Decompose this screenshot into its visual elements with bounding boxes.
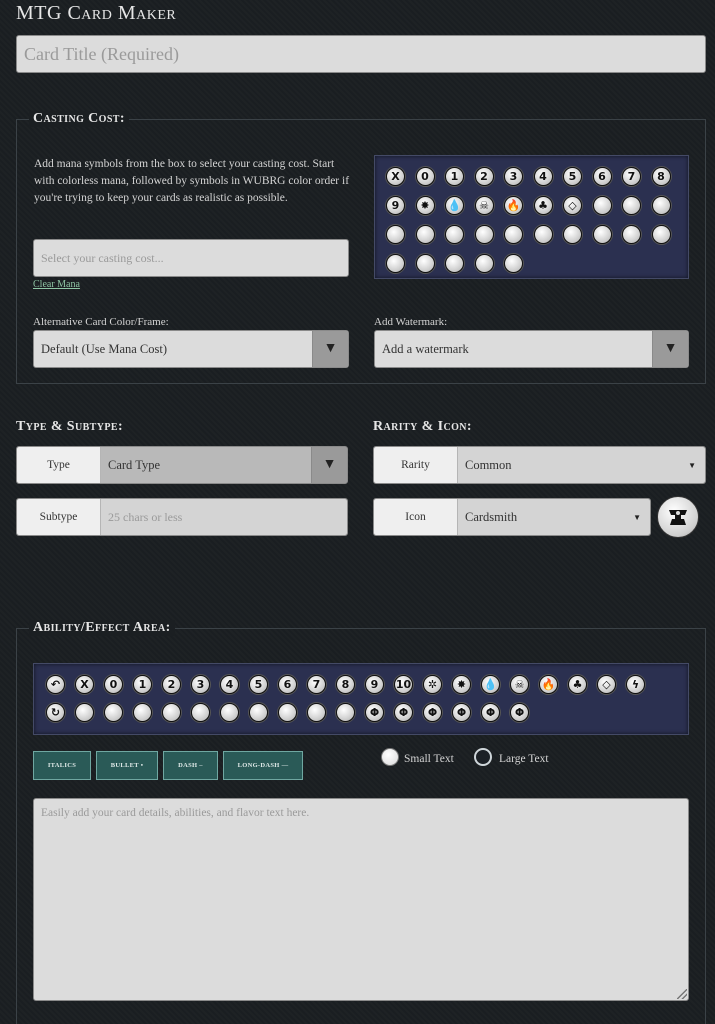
casting-cost-help: Add mana symbols from the box to select your casting cost. Start with colorless mana, followed by symbols in WUBRG color order if you're trying to keep your cards as realistic as possible. (34, 158, 350, 204)
cost-mana-symbol[interactable]: ☠ (475, 196, 494, 215)
large-text-label: Large Text (499, 753, 549, 765)
ability-mana-symbol[interactable]: Φ (481, 703, 500, 722)
ability-mana-symbol[interactable]: 💧 (481, 675, 500, 694)
ability-mana-palette (33, 663, 689, 735)
cost-mana-symbol[interactable] (416, 225, 435, 244)
ability-mana-symbol[interactable] (220, 703, 239, 722)
ability-mana-symbol[interactable]: ϟ (626, 675, 645, 694)
ability-mana-symbol[interactable]: ☠ (510, 675, 529, 694)
watermark-label: Add Watermark: (374, 316, 448, 328)
dash-button[interactable]: DASH – (163, 751, 218, 780)
alt-frame-label: Alternative Card Color/Frame: (33, 316, 169, 328)
cost-mana-symbol[interactable] (475, 254, 494, 273)
ability-mana-symbol[interactable]: 4 (220, 675, 239, 694)
ability-mana-symbol[interactable]: 2 (162, 675, 181, 694)
casting-cost-section (16, 111, 706, 384)
cost-mana-symbol[interactable]: 3 (504, 167, 523, 186)
ability-mana-symbol[interactable] (307, 703, 326, 722)
type-select[interactable] (16, 446, 348, 484)
cost-mana-symbol[interactable] (652, 225, 671, 244)
cost-mana-symbol[interactable] (534, 225, 553, 244)
small-text-label: Small Text (404, 753, 454, 765)
type-label: Type (17, 447, 101, 483)
cost-mana-symbol[interactable] (563, 225, 582, 244)
chevron-down-icon: ▼ (311, 447, 347, 483)
subtype-field (101, 499, 347, 535)
icon-label: Icon (374, 499, 458, 535)
subtype-input[interactable] (108, 499, 347, 535)
ability-mana-symbol[interactable]: X (75, 675, 94, 694)
watermark-select[interactable] (374, 330, 689, 368)
ability-mana-symbol[interactable]: Φ (510, 703, 529, 722)
ability-mana-symbol[interactable] (75, 703, 94, 722)
ability-mana-symbol[interactable]: 5 (249, 675, 268, 694)
ability-mana-symbol[interactable]: 10 (394, 675, 413, 694)
cost-mana-symbol[interactable] (593, 225, 612, 244)
rarity-value: Common (465, 457, 512, 472)
ability-mana-symbol[interactable]: 0 (104, 675, 123, 694)
cost-mana-symbol[interactable] (504, 225, 523, 244)
cost-mana-symbol[interactable]: 🔥 (504, 196, 523, 215)
ability-mana-symbol[interactable] (162, 703, 181, 722)
ability-legend: Ability/Effect Area: (29, 620, 175, 636)
small-text-radio[interactable] (381, 748, 399, 766)
ability-mana-symbol[interactable]: 6 (278, 675, 297, 694)
ability-mana-symbol[interactable]: 7 (307, 675, 326, 694)
casting-cost-legend: Casting Cost: (29, 111, 129, 127)
ability-mana-symbol[interactable] (191, 703, 210, 722)
cost-mana-symbol[interactable]: 6 (593, 167, 612, 186)
large-text-radio[interactable] (474, 748, 492, 766)
rarity-select[interactable] (373, 446, 706, 484)
long-dash-button[interactable]: LONG-DASH — (223, 751, 303, 780)
type-value: Card Type (108, 457, 161, 472)
anvil-icon (665, 504, 691, 530)
cost-mana-symbol[interactable] (386, 225, 405, 244)
rarity-heading: Rarity & Icon: (373, 419, 472, 434)
ability-mana-symbol[interactable]: ✸ (452, 675, 471, 694)
ability-mana-symbol[interactable]: ✲ (423, 675, 442, 694)
cost-mana-symbol[interactable] (652, 196, 671, 215)
alt-frame-value: Default (Use Mana Cost) (41, 341, 168, 356)
cost-mana-symbol[interactable] (504, 254, 523, 273)
chevron-down-icon: ▼ (652, 331, 688, 367)
cost-mana-symbol[interactable] (445, 225, 464, 244)
ability-mana-symbol[interactable]: Φ (394, 703, 413, 722)
cost-mana-symbol[interactable]: 8 (652, 167, 671, 186)
ability-mana-symbol[interactable]: ◇ (597, 675, 616, 694)
casting-cost-input[interactable] (33, 239, 349, 277)
cost-mana-symbol[interactable]: 0 (416, 167, 435, 186)
ability-mana-symbol[interactable] (133, 703, 152, 722)
cost-mana-symbol[interactable] (622, 225, 641, 244)
bullet-button[interactable]: BULLET • (96, 751, 158, 780)
ability-mana-symbol[interactable]: 8 (336, 675, 355, 694)
page-title: MTG Card Maker (16, 2, 177, 24)
cost-mana-symbol[interactable]: 1 (445, 167, 464, 186)
cost-mana-symbol[interactable] (622, 196, 641, 215)
rarity-field[interactable] (458, 447, 705, 483)
cost-mana-symbol[interactable]: 9 (386, 196, 405, 215)
ability-mana-symbol[interactable]: Φ (365, 703, 384, 722)
ability-mana-symbol[interactable]: ♣ (568, 675, 587, 694)
ability-mana-symbol[interactable]: Φ (452, 703, 471, 722)
type-heading: Type & Subtype: (16, 419, 124, 434)
icon-value: Cardsmith (465, 509, 518, 524)
type-field[interactable] (101, 447, 347, 483)
ability-mana-symbol[interactable]: ↻ (46, 703, 65, 722)
ability-section (16, 620, 706, 1024)
caret-down-icon: ▼ (688, 460, 696, 470)
icon-field[interactable] (458, 499, 650, 535)
cost-mana-symbol[interactable]: ◇ (563, 196, 582, 215)
cost-mana-symbol[interactable] (593, 196, 612, 215)
italics-button[interactable]: ITALICS (33, 751, 91, 780)
ability-mana-symbol[interactable] (278, 703, 297, 722)
cost-mana-symbol[interactable] (475, 225, 494, 244)
cost-mana-symbol[interactable]: 7 (622, 167, 641, 186)
icon-select[interactable] (373, 498, 651, 536)
ability-mana-symbol[interactable] (336, 703, 355, 722)
set-icon-preview[interactable] (657, 496, 699, 538)
cost-mana-symbol[interactable]: 💧 (445, 196, 464, 215)
ability-mana-symbol[interactable] (104, 703, 123, 722)
casting-mana-palette (374, 155, 689, 279)
chevron-down-icon: ▼ (312, 331, 348, 367)
resize-grip-icon[interactable] (677, 989, 687, 999)
cost-mana-symbol[interactable] (416, 254, 435, 273)
subtype-group (16, 498, 348, 536)
cost-mana-symbol[interactable]: ♣ (534, 196, 553, 215)
ability-mana-symbol[interactable]: 9 (365, 675, 384, 694)
ability-mana-symbol[interactable]: Φ (423, 703, 442, 722)
ability-textarea[interactable] (33, 798, 689, 1001)
clear-mana-link[interactable]: Clear Mana (33, 279, 80, 290)
cost-mana-symbol[interactable] (445, 254, 464, 273)
cost-mana-symbol[interactable]: ✸ (416, 196, 435, 215)
cost-mana-symbol[interactable] (386, 254, 405, 273)
cost-mana-symbol[interactable]: 4 (534, 167, 553, 186)
ability-mana-symbol[interactable]: 1 (133, 675, 152, 694)
ability-mana-symbol[interactable]: 🔥 (539, 675, 558, 694)
rarity-label: Rarity (374, 447, 458, 483)
watermark-value: Add a watermark (382, 341, 469, 356)
subtype-label: Subtype (17, 499, 101, 535)
cost-mana-symbol[interactable]: X (386, 167, 405, 186)
cost-mana-symbol[interactable]: 2 (475, 167, 494, 186)
alt-frame-select[interactable] (33, 330, 349, 368)
ability-mana-symbol[interactable]: ↶ (46, 675, 65, 694)
ability-mana-symbol[interactable]: 3 (191, 675, 210, 694)
card-title-input[interactable] (16, 35, 706, 73)
ability-mana-symbol[interactable] (249, 703, 268, 722)
caret-down-icon: ▼ (633, 512, 641, 522)
cost-mana-symbol[interactable]: 5 (563, 167, 582, 186)
